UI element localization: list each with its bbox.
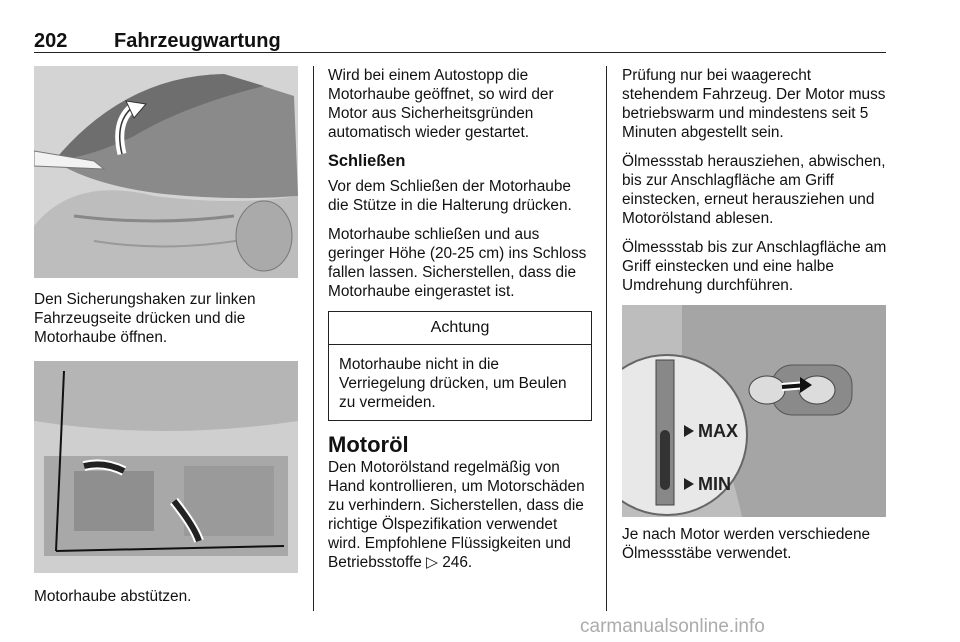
column-1 xyxy=(34,66,299,616)
dipstick-illustration xyxy=(622,305,886,517)
dipstick-figure xyxy=(622,305,886,517)
col2-paragraph-4-text: Den Motorölstand regelmäßig von Hand kontrollieren, um Motorschäden zu verhindern. Sicherstellen, dass die richtige Ölspezifikation verwendet wird. Empfohlene Flüssigkeiten und Betriebsstoffe xyxy=(328,459,585,571)
page-number: 202 xyxy=(34,30,68,52)
col3-paragraph-1: Prüfung nur bei waagerecht stehendem Fahrzeug. Der Motor muss betriebswarm und mindestens seit 5 Minuten abgestellt sein. xyxy=(622,67,886,141)
hood-prop-illustration xyxy=(34,361,298,573)
section-title-motoroel: Motoröl xyxy=(328,432,409,457)
page-header xyxy=(34,30,886,53)
col1-paragraph-1: Den Sicherungshaken zur linken Fahrzeugseite drücken und die Motorhaube öffnen. xyxy=(34,291,256,346)
col2-paragraph-4 xyxy=(328,458,592,572)
dipstick-max-label: MAX xyxy=(698,421,738,441)
col2-paragraph-2: Vor dem Schließen der Motorhaube die Stütze in die Halterung drücken. xyxy=(328,178,572,214)
notice-text: Motorhaube nicht in die Verriegelung drücken, um Beulen zu vermeiden. xyxy=(339,356,567,411)
dipstick-min-label: MIN xyxy=(698,474,731,494)
col2-paragraph-1: Wird bei einem Autostopp die Motorhaube geöffnet, so wird der Motor aus Sicherheitsgründen automatisch wieder gestartet. xyxy=(328,67,554,141)
column-divider-2 xyxy=(606,66,607,611)
column-divider-1 xyxy=(313,66,314,611)
notice-title: Achtung xyxy=(329,312,591,345)
watermark: carmanualsonline.info xyxy=(580,616,765,637)
notice-box xyxy=(328,311,592,421)
hood-prop-figure xyxy=(34,361,298,573)
hood-open-figure xyxy=(34,66,298,278)
col1-paragraph-2: Motorhaube abstützen. xyxy=(34,588,192,605)
chapter-title: Fahrzeugwartung xyxy=(114,30,281,52)
hood-open-illustration xyxy=(34,66,298,278)
page-reference-link[interactable]: 246. xyxy=(442,554,473,571)
column-3 xyxy=(622,66,887,573)
col3-paragraph-3: Ölmessstab bis zur Anschlagfläche am Griff einstecken und eine halbe Umdrehung durchführen. xyxy=(622,239,887,294)
col3-paragraph-4: Je nach Motor werden verschiedene Ölmessstäbe verwendet. xyxy=(622,526,871,562)
column-2 xyxy=(328,66,592,582)
col3-paragraph-2: Ölmessstab herausziehen, abwischen, bis zur Anschlagfläche am Griff einstecken, erneut herausziehen und Motorölstand ablesen. xyxy=(622,153,886,227)
triangle-ref-icon: ▷ xyxy=(426,554,438,571)
heading-schliessen: Schließen xyxy=(328,152,406,170)
col2-paragraph-3: Motorhaube schließen und aus geringer Höhe (20-25 cm) ins Schloss fallen lassen. Sicherstellen, dass die Motorhaube eingerastet ist. xyxy=(328,226,587,300)
